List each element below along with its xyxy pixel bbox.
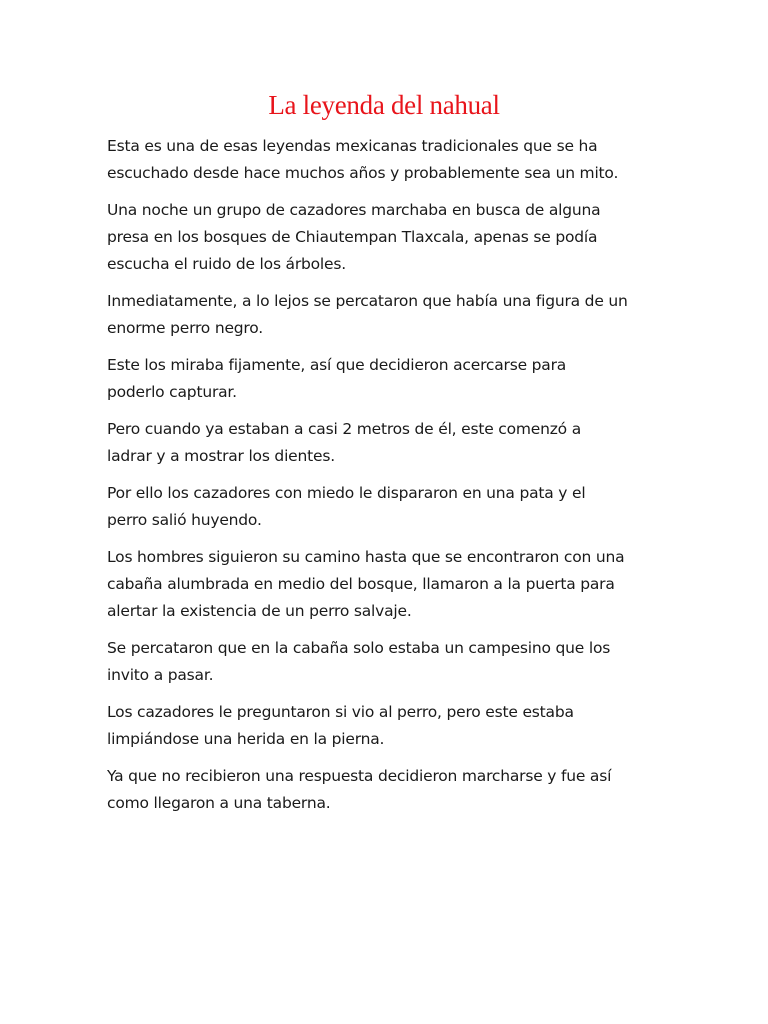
paragraph <box>107 416 667 470</box>
paragraph-line: Ya que no recibieron una respuesta decidieron marcharse y fue así <box>107 767 612 785</box>
paragraph-line: Los hombres siguieron su camino hasta que se encontraron con una <box>107 548 625 566</box>
paragraph-line: Inmediatamente, a lo lejos se percataron que había una figura de un <box>107 292 628 310</box>
paragraph-line: Los cazadores le preguntaron si vio al perro, pero este estaba <box>107 703 574 721</box>
paragraph <box>107 544 667 625</box>
paragraph-line: enorme perro negro. <box>107 319 263 337</box>
document-title: La leyenda del nahual <box>268 90 500 120</box>
paragraph <box>107 197 667 278</box>
paragraph-line: poderlo capturar. <box>107 383 237 401</box>
paragraph-line: Este los miraba fijamente, así que decidieron acercarse para <box>107 356 567 374</box>
paragraph-line: alertar la existencia de un perro salvaje. <box>107 602 412 620</box>
paragraph-line: cabaña alumbrada en medio del bosque, llamaron a la puerta para <box>107 575 615 593</box>
paragraph-line: Una noche un grupo de cazadores marchaba en busca de alguna <box>107 201 601 219</box>
paragraph-line: presa en los bosques de Chiautempan Tlaxcala, apenas se podía <box>107 228 598 246</box>
paragraph <box>107 763 667 817</box>
paragraph <box>107 480 667 534</box>
paragraph-line: escucha el ruido de los árboles. <box>107 255 346 273</box>
paragraph-line: ladrar y a mostrar los dientes. <box>107 447 335 465</box>
paragraph <box>107 699 667 753</box>
paragraph <box>107 133 667 187</box>
paragraph-line: perro salió huyendo. <box>107 511 262 529</box>
paragraph <box>107 352 667 406</box>
paragraph-line: escuchado desde hace muchos años y probablemente sea un mito. <box>107 164 619 182</box>
paragraph-line: limpiándose una herida en la pierna. <box>107 730 385 748</box>
paragraph-line: Por ello los cazadores con miedo le dispararon en una pata y el <box>107 484 586 502</box>
paragraph-line: invito a pasar. <box>107 666 214 684</box>
paragraph-line: Se percataron que en la cabaña solo estaba un campesino que los <box>107 639 611 657</box>
paragraph-line: Pero cuando ya estaban a casi 2 metros de él, este comenzó a <box>107 420 581 438</box>
paragraph-line: Esta es una de esas leyendas mexicanas tradicionales que se ha <box>107 137 598 155</box>
paragraph <box>107 288 667 342</box>
paragraph <box>107 635 667 689</box>
document-body <box>107 133 667 827</box>
paragraph-line: como llegaron a una taberna. <box>107 794 331 812</box>
